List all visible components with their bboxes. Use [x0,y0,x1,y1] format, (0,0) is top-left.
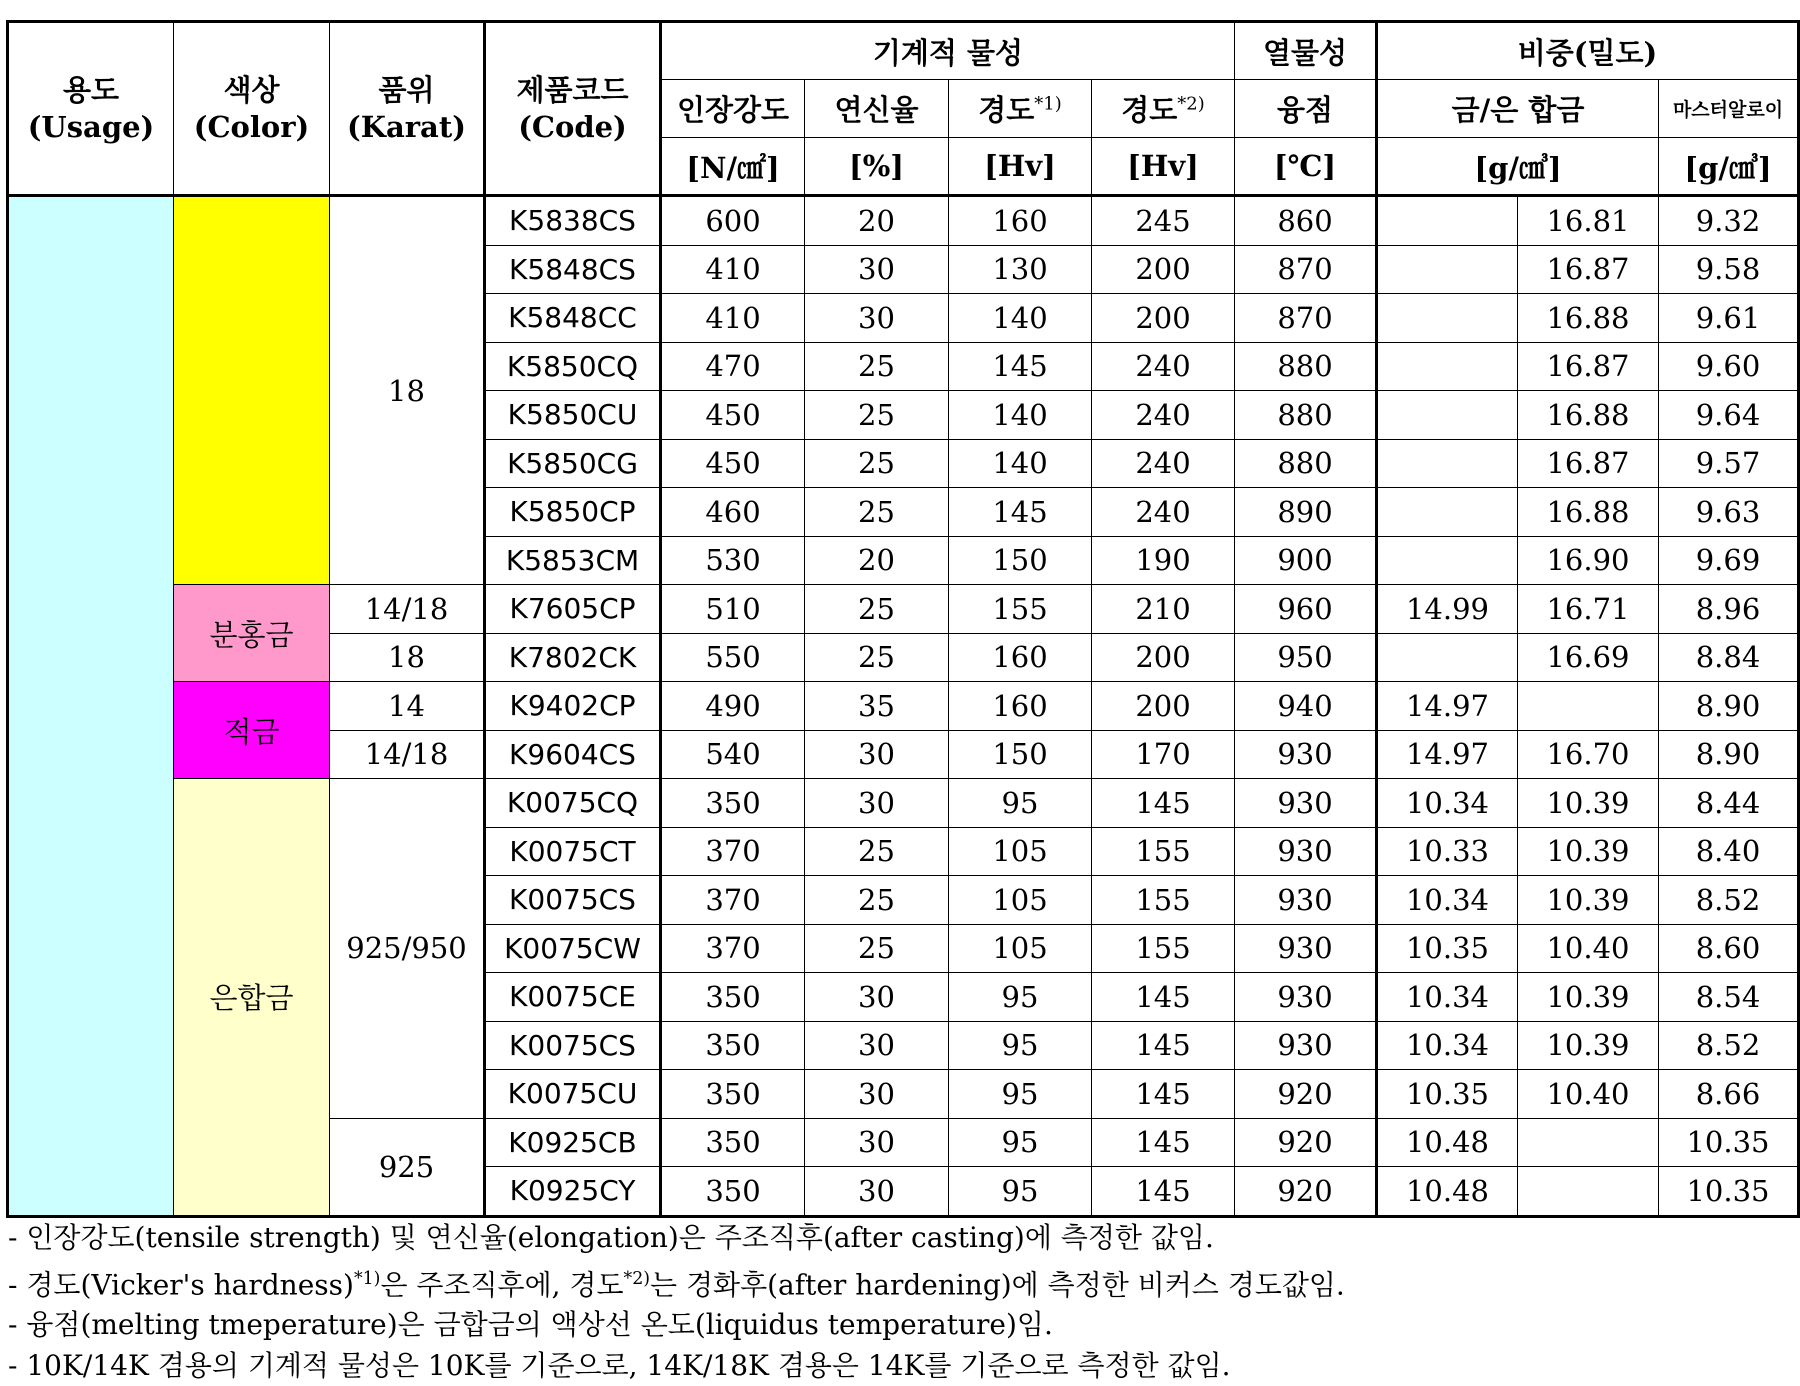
density-silver-value: 16.88 [1518,391,1659,440]
product-code: K7802CK [485,633,661,682]
hardness-1-value: 155 [949,585,1092,634]
tensile-value: 350 [661,779,805,828]
product-code: K9402CP [485,682,661,731]
density-gold-value [1377,245,1518,294]
melting-value: 930 [1235,973,1377,1022]
karat-cell: 14/18 [330,585,485,634]
density-gold-value [1377,342,1518,391]
hardness-1-value: 95 [949,1021,1092,1070]
product-code: K9604CS [485,730,661,779]
density-silver-value [1518,1118,1659,1167]
melting-value: 900 [1235,536,1377,585]
hardness-1-value: 150 [949,536,1092,585]
unit-gold-silver: [g/㎤] [1377,138,1659,196]
hardness-2-value: 145 [1092,1167,1235,1217]
tensile-value: 410 [661,294,805,343]
product-code: K0075CU [485,1070,661,1119]
hardness-1-value: 140 [949,391,1092,440]
melting-value: 880 [1235,391,1377,440]
melting-value: 930 [1235,730,1377,779]
density-master-value: 8.52 [1659,1021,1799,1070]
density-gold-value: 10.48 [1377,1167,1518,1217]
unit-master-alloy: [g/㎤] [1659,138,1799,196]
hardness-2-value: 200 [1092,245,1235,294]
density-silver-value: 10.39 [1518,827,1659,876]
melting-value: 880 [1235,439,1377,488]
footnote-4: - 10K/14K 겸용의 기계적 물성은 10K를 기준으로, 14K/18K 겸용은 14K를 기준으로 측정한 값임. [8,1348,1231,1382]
elongation-value: 30 [805,730,949,779]
density-gold-value: 10.34 [1377,1021,1518,1070]
melting-value: 870 [1235,294,1377,343]
density-gold-value: 10.35 [1377,1070,1518,1119]
density-master-value: 9.63 [1659,488,1799,537]
melting-value: 960 [1235,585,1377,634]
density-silver-value [1518,1167,1659,1217]
tensile-value: 450 [661,391,805,440]
karat-cell: 925 [330,1118,485,1216]
tensile-value: 370 [661,924,805,973]
hardness-2-value: 210 [1092,585,1235,634]
density-master-value: 8.40 [1659,827,1799,876]
density-master-value: 9.64 [1659,391,1799,440]
hardness-1-value: 145 [949,342,1092,391]
hardness-2-value: 200 [1092,294,1235,343]
hardness-2-value: 245 [1092,196,1235,246]
density-gold-value: 14.99 [1377,585,1518,634]
hardness-2-value: 240 [1092,342,1235,391]
hardness-1-value: 95 [949,1167,1092,1217]
elongation-value: 30 [805,1021,949,1070]
hardness-2-value: 190 [1092,536,1235,585]
hardness-2-value: 170 [1092,730,1235,779]
product-code: K5848CS [485,245,661,294]
header-elongation: 연신율 [805,80,949,138]
density-gold-value [1377,633,1518,682]
density-silver-value: 16.69 [1518,633,1659,682]
unit-melting: [℃] [1235,138,1377,196]
density-silver-value: 16.87 [1518,342,1659,391]
product-code: K0075CS [485,1021,661,1070]
header-color: 색상 (Color) [174,22,330,196]
product-code: K0075CS [485,876,661,925]
color-yellow-cell [174,196,330,585]
unit-elongation: [%] [805,138,949,196]
density-master-value: 10.35 [1659,1167,1799,1217]
density-gold-value [1377,196,1518,246]
density-silver-value: 16.90 [1518,536,1659,585]
table-body [8,196,1799,1217]
product-code: K0925CY [485,1167,661,1217]
hardness-2-value: 240 [1092,391,1235,440]
header-gold-silver: 금/은 합금 [1377,80,1659,138]
hardness-2-value: 145 [1092,973,1235,1022]
hardness-1-value: 140 [949,294,1092,343]
melting-value: 920 [1235,1070,1377,1119]
elongation-value: 20 [805,196,949,246]
density-silver-value: 16.88 [1518,294,1659,343]
header-melting: 융점 [1235,80,1377,138]
elongation-value: 30 [805,973,949,1022]
hardness-2-value: 155 [1092,924,1235,973]
tensile-value: 550 [661,633,805,682]
hardness-2-value: 200 [1092,682,1235,731]
density-master-value: 9.57 [1659,439,1799,488]
header-master-alloy: 마스터알로이 [1659,80,1799,138]
product-code: K7605CP [485,585,661,634]
tensile-value: 370 [661,876,805,925]
elongation-value: 25 [805,342,949,391]
product-code: K5850CG [485,439,661,488]
karat-cell: 14 [330,682,485,731]
density-silver-value: 16.88 [1518,488,1659,537]
karat-cell: 18 [330,196,485,585]
hardness-1-value: 130 [949,245,1092,294]
tensile-value: 370 [661,827,805,876]
density-gold-value: 10.34 [1377,779,1518,828]
melting-value: 870 [1235,245,1377,294]
header-thermal: 열물성 [1235,22,1377,80]
hardness-1-value: 105 [949,924,1092,973]
elongation-value: 30 [805,294,949,343]
header-mechanical: 기계적 물성 [661,22,1235,80]
header-usage: 용도 (Usage) [8,22,174,196]
hardness-2-value: 145 [1092,1118,1235,1167]
density-silver-value: 16.87 [1518,439,1659,488]
karat-cell: 18 [330,633,485,682]
elongation-value: 25 [805,585,949,634]
elongation-value: 35 [805,682,949,731]
tensile-value: 490 [661,682,805,731]
elongation-value: 25 [805,391,949,440]
tensile-value: 540 [661,730,805,779]
elongation-value: 30 [805,1070,949,1119]
density-silver-value: 16.70 [1518,730,1659,779]
density-master-value: 8.60 [1659,924,1799,973]
elongation-value: 30 [805,779,949,828]
density-master-value: 8.90 [1659,682,1799,731]
product-code: K5853CM [485,536,661,585]
density-gold-value: 10.34 [1377,876,1518,925]
header-density: 비중(밀도) [1377,22,1799,80]
hardness-1-value: 95 [949,779,1092,828]
footnotes [8,1218,1345,1386]
tensile-value: 350 [661,1070,805,1119]
density-master-value: 8.96 [1659,585,1799,634]
melting-value: 920 [1235,1118,1377,1167]
melting-value: 860 [1235,196,1377,246]
melting-value: 880 [1235,342,1377,391]
density-silver-value: 10.40 [1518,924,1659,973]
table-row [8,196,1799,246]
density-gold-value [1377,294,1518,343]
density-master-value: 9.69 [1659,536,1799,585]
density-master-value: 8.44 [1659,779,1799,828]
tensile-value: 350 [661,1021,805,1070]
density-gold-value [1377,536,1518,585]
product-code: K5850CQ [485,342,661,391]
melting-value: 930 [1235,827,1377,876]
melting-value: 950 [1235,633,1377,682]
product-code: K0075CW [485,924,661,973]
melting-value: 890 [1235,488,1377,537]
hardness-2-value: 240 [1092,439,1235,488]
elongation-value: 25 [805,488,949,537]
karat-cell: 925/950 [330,779,485,1119]
tensile-value: 410 [661,245,805,294]
density-master-value: 9.32 [1659,196,1799,246]
table-row [8,779,1799,828]
hardness-2-value: 200 [1092,633,1235,682]
tensile-value: 600 [661,196,805,246]
table-row [8,585,1799,634]
product-code: K0075CE [485,973,661,1022]
elongation-value: 30 [805,1118,949,1167]
density-master-value: 8.66 [1659,1070,1799,1119]
tensile-value: 350 [661,1167,805,1217]
hardness-1-value: 105 [949,827,1092,876]
header-tensile: 인장강도 [661,80,805,138]
header-karat: 품위 (Karat) [330,22,485,196]
density-gold-value [1377,439,1518,488]
product-code: K5848CC [485,294,661,343]
density-silver-value: 10.39 [1518,973,1659,1022]
density-master-value: 8.90 [1659,730,1799,779]
elongation-value: 25 [805,633,949,682]
elongation-value: 25 [805,876,949,925]
hardness-1-value: 95 [949,1118,1092,1167]
product-code: K5850CP [485,488,661,537]
hardness-1-value: 140 [949,439,1092,488]
density-silver-value: 16.71 [1518,585,1659,634]
density-gold-value: 10.33 [1377,827,1518,876]
density-gold-value: 10.35 [1377,924,1518,973]
elongation-value: 25 [805,924,949,973]
density-silver-value [1518,682,1659,731]
density-master-value: 10.35 [1659,1118,1799,1167]
product-code: K0075CT [485,827,661,876]
density-gold-value [1377,488,1518,537]
tensile-value: 530 [661,536,805,585]
density-silver-value: 10.39 [1518,876,1659,925]
color-pink-cell: 분홍금 [174,585,330,682]
footnote-3: - 융점(melting tmeperature)은 금합금의 액상선 온도(liquidus temperature)임. [8,1308,1053,1342]
hardness-2-value: 155 [1092,876,1235,925]
unit-hardness-1: [Hv] [949,138,1092,196]
product-code: K0075CQ [485,779,661,828]
unit-hardness-2: [Hv] [1092,138,1235,196]
density-gold-value [1377,391,1518,440]
melting-value: 940 [1235,682,1377,731]
density-master-value: 9.58 [1659,245,1799,294]
hardness-1-value: 95 [949,1070,1092,1119]
hardness-1-value: 145 [949,488,1092,537]
density-master-value: 8.52 [1659,876,1799,925]
density-master-value: 9.60 [1659,342,1799,391]
hardness-1-value: 150 [949,730,1092,779]
density-silver-value: 10.39 [1518,1021,1659,1070]
header-hardness-1: 경도$^{*1)}$ [949,80,1092,138]
product-code: K0925CB [485,1118,661,1167]
table-row [8,682,1799,731]
melting-value: 930 [1235,779,1377,828]
tensile-value: 460 [661,488,805,537]
density-gold-value: 10.48 [1377,1118,1518,1167]
melting-value: 930 [1235,876,1377,925]
elongation-value: 25 [805,439,949,488]
footnote-2: - 경도(Vicker's hardness)$^{*1)}$은 주조직후에, 경도$^{*2)}$는 경화후(after hardening)에 측정한 비커스 경도값임. [8,1267,1345,1301]
hardness-2-value: 240 [1092,488,1235,537]
density-silver-value: 16.81 [1518,196,1659,246]
alloy-properties-table [6,20,1800,1218]
density-silver-value: 10.39 [1518,779,1659,828]
density-gold-value: 14.97 [1377,682,1518,731]
footnote-1: - 인장강도(tensile strength) 및 연신율(elongation)은 주조직후(after casting)에 측정한 값임. [8,1221,1214,1254]
density-master-value: 8.54 [1659,973,1799,1022]
density-master-value: 8.84 [1659,633,1799,682]
hardness-1-value: 160 [949,633,1092,682]
hardness-1-value: 105 [949,876,1092,925]
tensile-value: 470 [661,342,805,391]
karat-cell: 14/18 [330,730,485,779]
hardness-1-value: 160 [949,682,1092,731]
tensile-value: 450 [661,439,805,488]
usage-cell [8,196,174,1217]
elongation-value: 30 [805,245,949,294]
hardness-2-value: 155 [1092,827,1235,876]
melting-value: 930 [1235,1021,1377,1070]
density-gold-value: 14.97 [1377,730,1518,779]
melting-value: 920 [1235,1167,1377,1217]
density-silver-value: 10.40 [1518,1070,1659,1119]
density-silver-value: 16.87 [1518,245,1659,294]
product-code: K5850CU [485,391,661,440]
elongation-value: 20 [805,536,949,585]
hardness-1-value: 95 [949,973,1092,1022]
product-code: K5838CS [485,196,661,246]
hardness-2-value: 145 [1092,779,1235,828]
color-silver-cell: 은합금 [174,779,330,1217]
tensile-value: 350 [661,973,805,1022]
elongation-value: 25 [805,827,949,876]
melting-value: 930 [1235,924,1377,973]
hardness-2-value: 145 [1092,1070,1235,1119]
hardness-1-value: 160 [949,196,1092,246]
tensile-value: 350 [661,1118,805,1167]
header-hardness-2: 경도$^{*2)}$ [1092,80,1235,138]
header-code: 제품코드 (Code) [485,22,661,196]
color-red-cell: 적금 [174,682,330,779]
elongation-value: 30 [805,1167,949,1217]
density-gold-value: 10.34 [1377,973,1518,1022]
hardness-2-value: 145 [1092,1021,1235,1070]
unit-tensile: [N/㎠] [661,138,805,196]
density-master-value: 9.61 [1659,294,1799,343]
tensile-value: 510 [661,585,805,634]
